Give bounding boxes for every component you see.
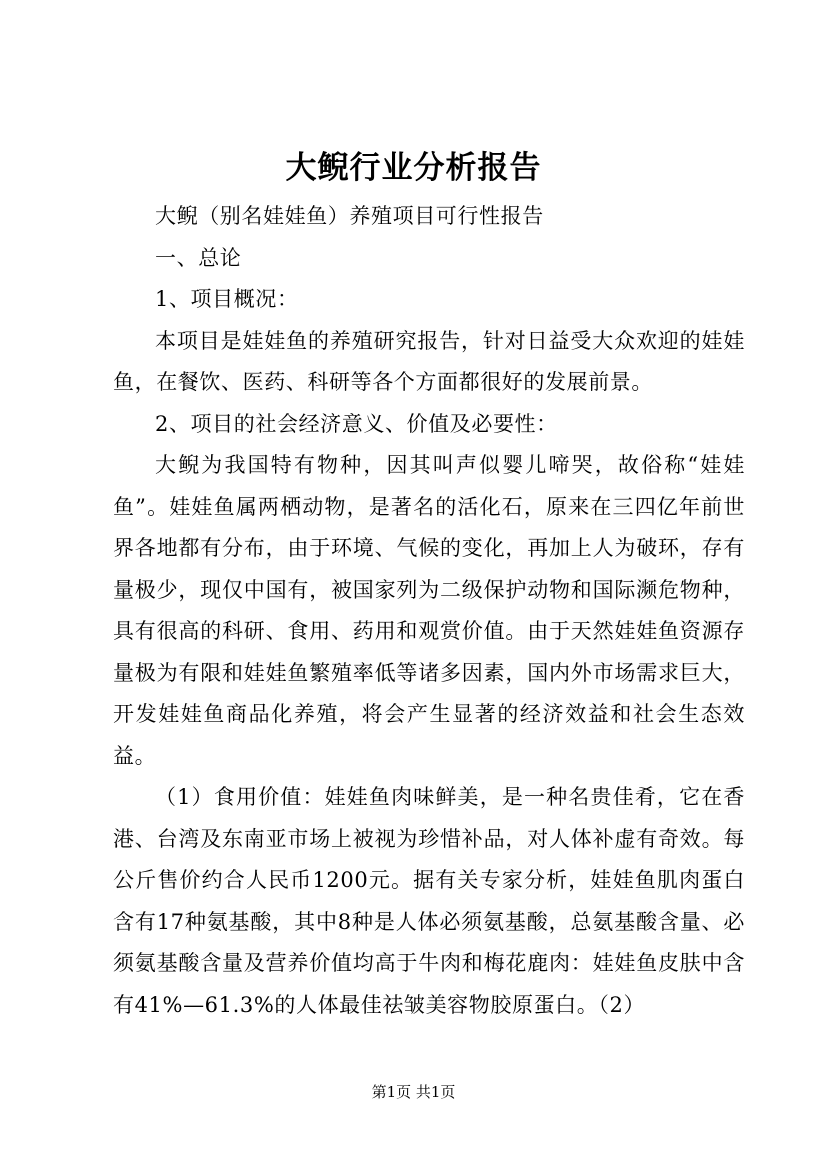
paragraph-significance: 大鲵为我国特有物种，因其叫声似婴儿啼哭，故俗称“娃娃鱼”。娃娃鱼属两栖动物，是著名的活化石，原来在三四亿年前世界各地都有分布，由于环境、气候的变化，再加上人为破环，存有量极少，现仅中国有，被国家列为二级保护动物和国际濒危物种，具有很高的科研、食用、药用和观赏价值。由于天然娃娃鱼资源存量极为有限和娃娃鱼繁殖率低等诸多因素，国内外市场需求巨大，开发娃娃鱼商品化养殖，将会产生显著的经济效益和社会生态效益。 <box>113 453 745 768</box>
paragraph-section-heading: 一、总论 <box>155 245 242 270</box>
document-body <box>113 196 745 1026</box>
paragraph-significance-heading: 2、项目的社会经济意义、价值及必要性： <box>155 411 558 436</box>
paragraph-subtitle: 大鲵（别名娃娃鱼）养殖项目可行性报告 <box>155 204 544 228</box>
paragraph-food-value: （1）食用价值：娃娃鱼肉味鲜美，是一种名贵佳肴，它在香港、台湾及东南亚市场上被视为珍惜补品，对人体补虚有奇效。每公斤售价约合人民币1200元。据有关专家分析，娃娃鱼肌肉蛋白含有17种氨基酸，其中8种是人体必须氨基酸，总氨基酸含量、必须氨基酸含量及营养价值均高于牛肉和梅花鹿肉：娃娃鱼皮肤中含有41%—61.3%的人体最佳祛皱美容物胶原蛋白。（2） <box>113 785 745 1017</box>
page-footer: 第1页 共1页 <box>371 1083 456 1101</box>
document-title: 大鲵行业分析报告 <box>285 150 542 186</box>
paragraph-project-overview: 本项目是娃娃鱼的养殖研究报告，针对日益受大众欢迎的娃娃鱼，在餐饮、医药、科研等各个方面都很好的发展前景。 <box>113 328 745 394</box>
paragraph-project-overview-heading: 1、项目概况： <box>155 287 299 311</box>
